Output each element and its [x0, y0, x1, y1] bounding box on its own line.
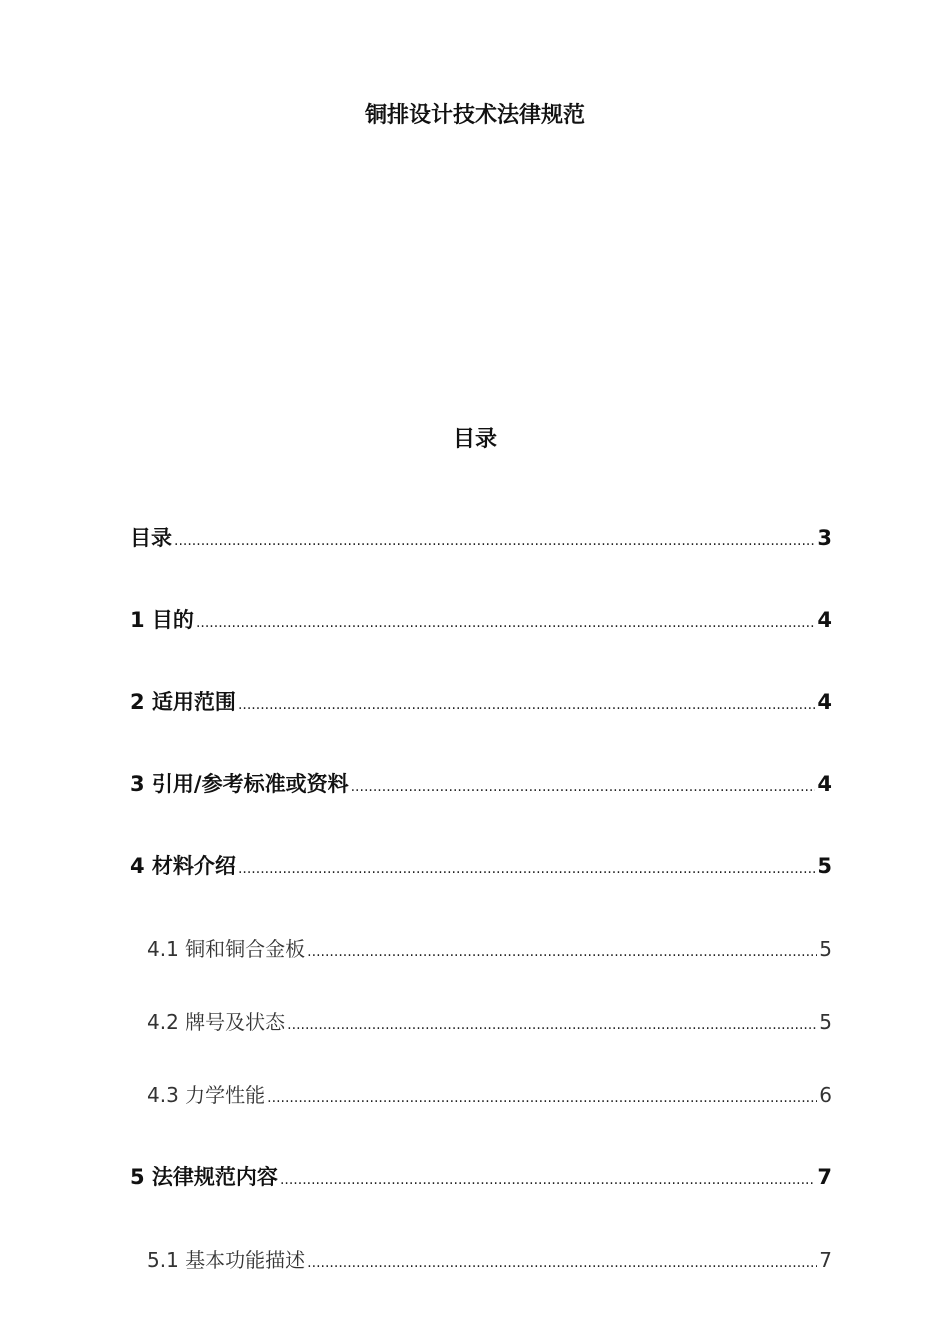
toc-leader-dots	[307, 1255, 817, 1271]
toc-leader-dots	[280, 1172, 815, 1188]
toc-subentry[interactable]	[147, 1244, 832, 1273]
toc-leader-dots	[267, 1090, 817, 1106]
toc-entry-label: 目录	[130, 526, 172, 550]
toc-entry-label: 4.3 力学性能	[147, 1083, 266, 1107]
toc-entry-page: 5	[819, 937, 832, 961]
toc-entry-label: 4 材料介绍	[130, 854, 236, 878]
toc-entry-page: 3	[817, 526, 832, 550]
toc-heading: 目录	[452, 427, 497, 452]
toc-entry[interactable]	[130, 604, 832, 634]
toc-entry[interactable]	[130, 850, 832, 880]
toc-entry-label: 5.1 基本功能描述	[147, 1248, 306, 1272]
toc-entry-page: 6	[819, 1083, 832, 1107]
toc-leader-dots	[238, 697, 815, 713]
toc-leader-dots	[238, 861, 815, 877]
toc-entry-label: 4.1 铜和铜合金板	[147, 937, 306, 961]
toc-entry-label: 3 引用/参考标准或资料	[130, 772, 349, 796]
toc-entry[interactable]	[130, 522, 832, 552]
toc-leader-dots	[196, 615, 815, 631]
toc-entry-page: 4	[817, 608, 832, 632]
toc-entry-label: 1 目的	[130, 608, 194, 632]
toc-entry-label: 4.2 牌号及状态	[147, 1010, 286, 1034]
toc-leader-dots	[307, 944, 817, 960]
toc-entry-page: 7	[817, 1165, 832, 1189]
toc-entry-page: 5	[817, 854, 832, 878]
toc-entry-page: 4	[817, 690, 832, 714]
toc-subentry[interactable]	[147, 1006, 832, 1035]
toc-leader-dots	[287, 1017, 817, 1033]
toc-subentry[interactable]	[147, 1079, 832, 1108]
toc-entry-page: 5	[819, 1010, 832, 1034]
toc-entry-page: 4	[817, 772, 832, 796]
toc-entry-page: 7	[819, 1248, 832, 1272]
toc-entry-label: 5 法律规范内容	[130, 1165, 278, 1189]
toc-leader-dots	[174, 533, 815, 549]
toc-entry[interactable]	[130, 768, 832, 798]
toc-leader-dots	[351, 779, 816, 795]
toc-subentry[interactable]	[147, 933, 832, 962]
toc-entry[interactable]	[130, 1161, 832, 1191]
toc-entry[interactable]	[130, 686, 832, 716]
toc-entry-label: 2 适用范围	[130, 690, 236, 714]
document-title: 铜排设计技术法律规范	[364, 103, 585, 128]
